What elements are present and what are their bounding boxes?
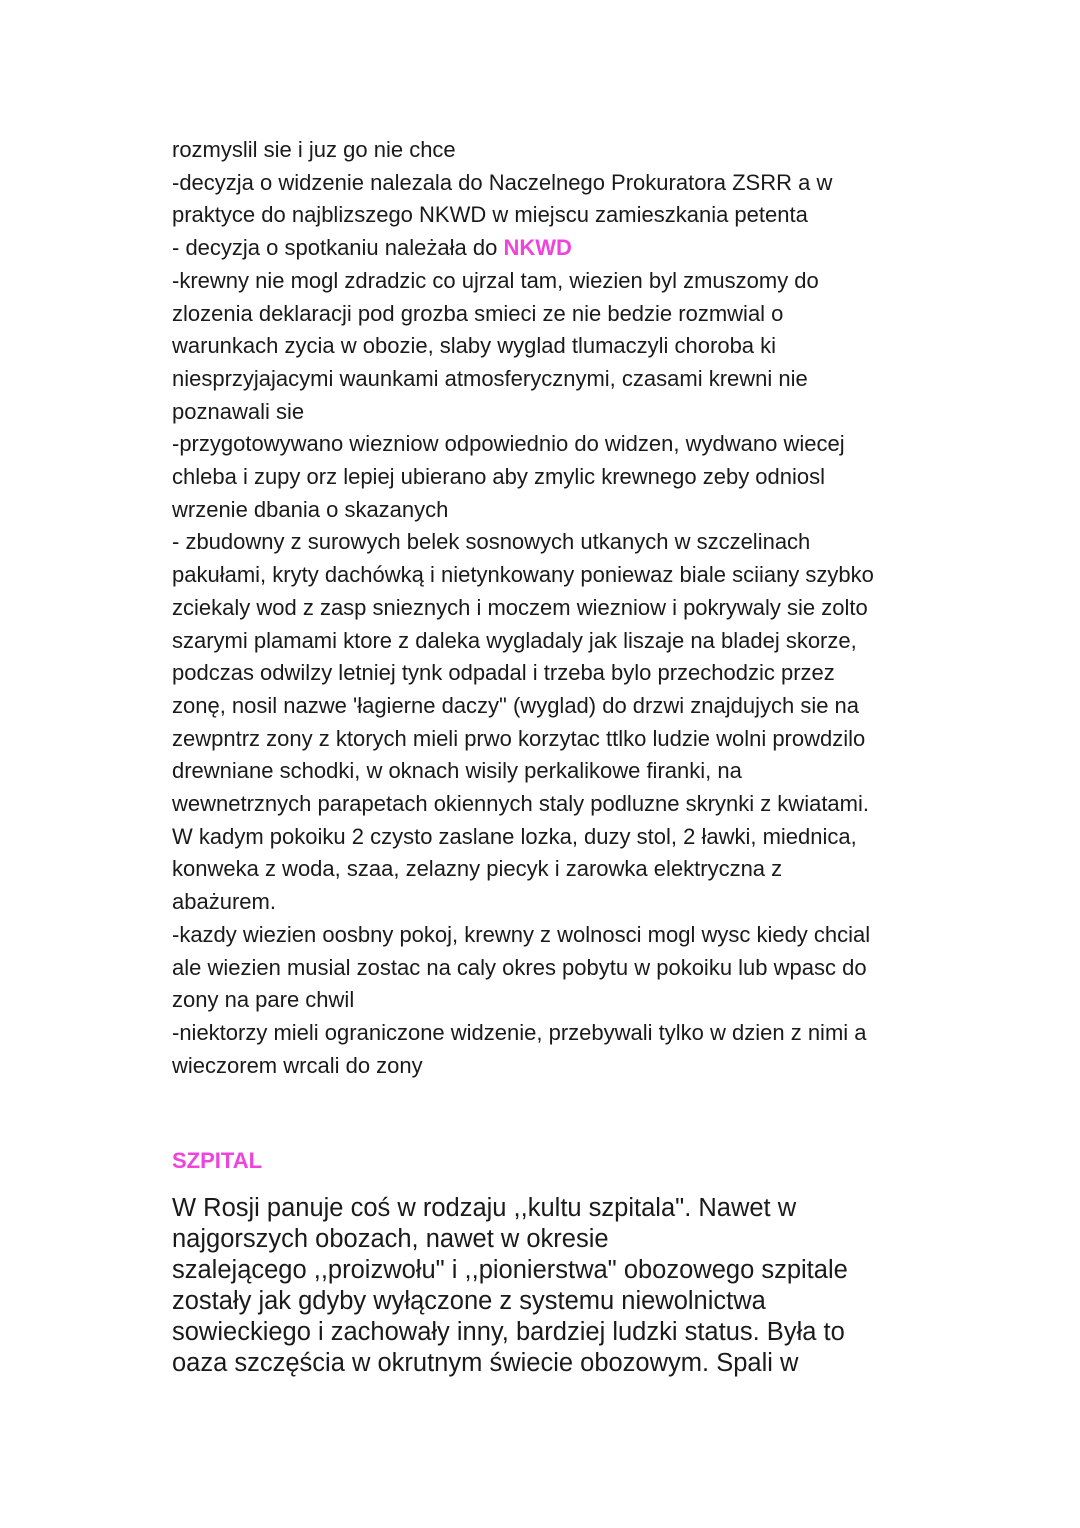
notes-line: drewniane schodki, w oknach wisily perkalikowe firanki, na — [172, 758, 742, 784]
notes-line: zciekaly wod z zasp snieznych i moczem wiezniow i pokrywaly sie zolto — [172, 594, 868, 620]
notes-line: -niektorzy mieli ograniczone widzenie, przebywali tylko w dzien z nimi a — [172, 1019, 867, 1045]
notes-line: podczas odwilzy letniej tynk odpadal i trzeba bylo przechodzic przez — [172, 660, 835, 686]
notes-line: zewpntrz zony z ktorych mieli prwo korzytac ttlko ludzie wolni prowdzilo — [172, 725, 866, 751]
notes-line: chleba i zupy orz lepiej ubierano aby zmylic krewnego zeby odniosl — [172, 464, 826, 490]
notes-body — [172, 134, 922, 1082]
notes-line: -decyzja o widzenie nalezala do Naczelnego Prokuratora ZSRR a w — [172, 169, 833, 195]
nkwd-highlight: NKWD — [503, 235, 572, 261]
notes-line: - zbudowny z surowych belek sosnowych utkanych w szczelinach — [172, 529, 811, 555]
notes-line: konweka z woda, szaa, zelazny piecyk i zarowka elektryczna z — [172, 856, 783, 882]
section-line: szalejącego ,,proizwołu" i ,,pionierstwa" obozowego szpitale — [172, 1256, 848, 1284]
notes-line: zony na pare chwil — [172, 987, 355, 1013]
notes-line: wewnetrznych parapetach okiennych staly podluzne skrynki z kwiatami. — [172, 791, 869, 817]
notes-line: zonę, nosil nazwe 'łagierne daczy" (wyglad) do drzwi znajdujych sie na — [172, 692, 860, 718]
section-heading-szpital: SZPITAL — [172, 1148, 263, 1173]
notes-line: -kazdy wiezien oosbny pokoj, krewny z wolnosci mogl wysc kiedy chcial — [172, 921, 871, 947]
notes-line-text: - decyzja o spotkaniu należała do — [172, 235, 504, 261]
section-line: oaza szczęścia w okrutnym świecie obozowym. Spali w — [172, 1349, 799, 1377]
notes-line: poznawali sie — [172, 398, 305, 424]
notes-line: szarymi plamami ktore z daleka wygladaly jak liszaje na bladej skorze, — [172, 627, 857, 653]
notes-line: rozmyslil sie i juz go nie chce — [172, 137, 456, 162]
notes-line: W kadym pokoiku 2 czysto zaslane lozka, duzy stol, 2 ławki, miednica, — [172, 823, 857, 849]
section-line: zostały jak gdyby wyłączone z systemu niewolnictwa — [172, 1287, 766, 1315]
notes-line: zlozenia deklaracji pod grozba smieci ze nie bedzie rozmwial o — [172, 300, 784, 326]
section-line: najgorszych obozach, nawet w okresie — [172, 1225, 609, 1253]
notes-line: niesprzyjajacymi waunkami atmosferycznymi, czasami krewni nie — [172, 365, 808, 391]
section-line: W Rosji panuje coś w rodzaju ,,kultu szpitala". Nawet w — [172, 1194, 797, 1222]
notes-line-with-highlight — [172, 232, 922, 265]
section-line: sowieckiego i zachowały inny, bardziej ludzki status. Była to — [172, 1318, 845, 1346]
notes-line: -krewny nie mogl zdradzic co ujrzal tam, wiezien byl zmuszomy do — [172, 267, 819, 293]
notes-line: wrzenie dbania o skazanych — [172, 496, 449, 522]
notes-line: praktyce do najblizszego NKWD w miejscu zamieszkania petenta — [172, 202, 808, 228]
notes-line: abażurem. — [172, 889, 276, 915]
section-body — [172, 1193, 932, 1379]
notes-line: ale wiezien musial zostac na caly okres pobytu w pokoiku lub wpasc do — [172, 954, 867, 980]
notes-line: warunkach zycia w obozie, slaby wyglad tlumaczyli choroba ki — [172, 333, 777, 359]
notes-line: wieczorem wrcali do zony — [172, 1052, 423, 1078]
notes-line: -przygotowywano wiezniow odpowiednio do widzen, wydwano wiecej — [172, 431, 845, 457]
notes-line: pakułami, kryty dachówką i nietynkowany poniewaz biale sciiany szybko — [172, 562, 874, 588]
